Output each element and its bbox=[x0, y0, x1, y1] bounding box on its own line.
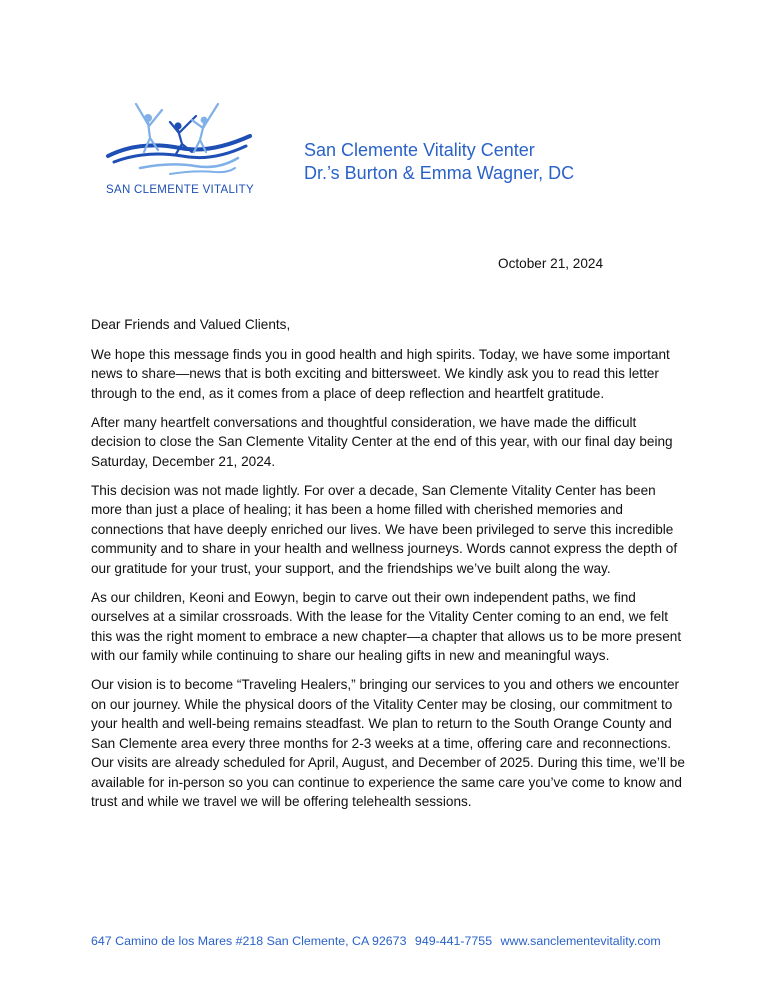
paragraph-5: Our vision is to become “Traveling Healers,” bringing our services to you and others we encounter on our journey. While the physical doors of the Vitality Center may be closing, our commitment to your health and well-being remains steadfast. We plan to return to the South Orange County and San Clemente area every three months for 2-3 weeks at a time, offering care and reconnections. Our visits are already scheduled for April, August, and December of 2025. During this time, we’ll be available for in-person so you can continue to experience the same care you’ve come to know and trust and while we travel we will be offering telehealth sessions. bbox=[91, 677, 685, 809]
logo-figures-graphic bbox=[100, 96, 265, 191]
paragraph-2: After many heartfelt conversations and thoughtful consideration, we have made the difficult decision to close the San Clemente Vitality Center at the end of this year, with our final day being Saturday, December 21, 2024. bbox=[91, 414, 673, 469]
footer-phone: 949-441-7755 bbox=[414, 934, 493, 948]
footer-website[interactable]: www.sanclementevitality.com bbox=[500, 934, 661, 948]
logo-wordmark bbox=[106, 184, 254, 196]
letter-date: October 21, 2024 bbox=[498, 256, 604, 271]
paragraph-1: We hope this message finds you in good health and high spirits. Today, we have some important news to share—news that is both exciting and bittersweet. We kindly ask you to read this letter through to the end, as it comes from a place of deep reflection and heartfelt gratitude. bbox=[91, 346, 670, 401]
letterhead-org-name: San Clemente Vitality Center bbox=[304, 140, 535, 160]
salutation: Dear Friends and Valued Clients, bbox=[91, 317, 291, 332]
footer bbox=[91, 934, 666, 948]
paragraph-4: As our children, Keoni and Eowyn, begin to carve out their own independent paths, we find ourselves at a similar crossroads. With the lease for the Vitality Center coming to an end, we felt this was the right moment to embrace a new chapter—a chapter that allows us to be more present with our family while continuing to share our healing gifts in new and meaningful ways. bbox=[91, 589, 682, 663]
logo-word-2: VITALITY bbox=[202, 184, 254, 196]
letter-body bbox=[91, 315, 686, 821]
letterhead bbox=[304, 139, 574, 185]
logo-word-1: SAN CLEMENTE bbox=[106, 184, 200, 196]
footer-address: 647 Camino de los Mares #218 San Clemente, CA 92673 bbox=[91, 934, 407, 948]
logo bbox=[100, 96, 265, 208]
paragraph-3: This decision was not made lightly. For over a decade, San Clemente Vitality Center has been more than just a place of healing; it has been a home filled with cherished memories and connections that have deeply enriched our lives. We have been privileged to serve this incredible community and to share in your health and wellness journeys. Words cannot express the depth of our gratitude for your trust, your support, and the friendships we’ve built along the way. bbox=[91, 482, 678, 576]
letterhead-doctors: Dr.’s Burton & Emma Wagner, DC bbox=[304, 163, 575, 183]
